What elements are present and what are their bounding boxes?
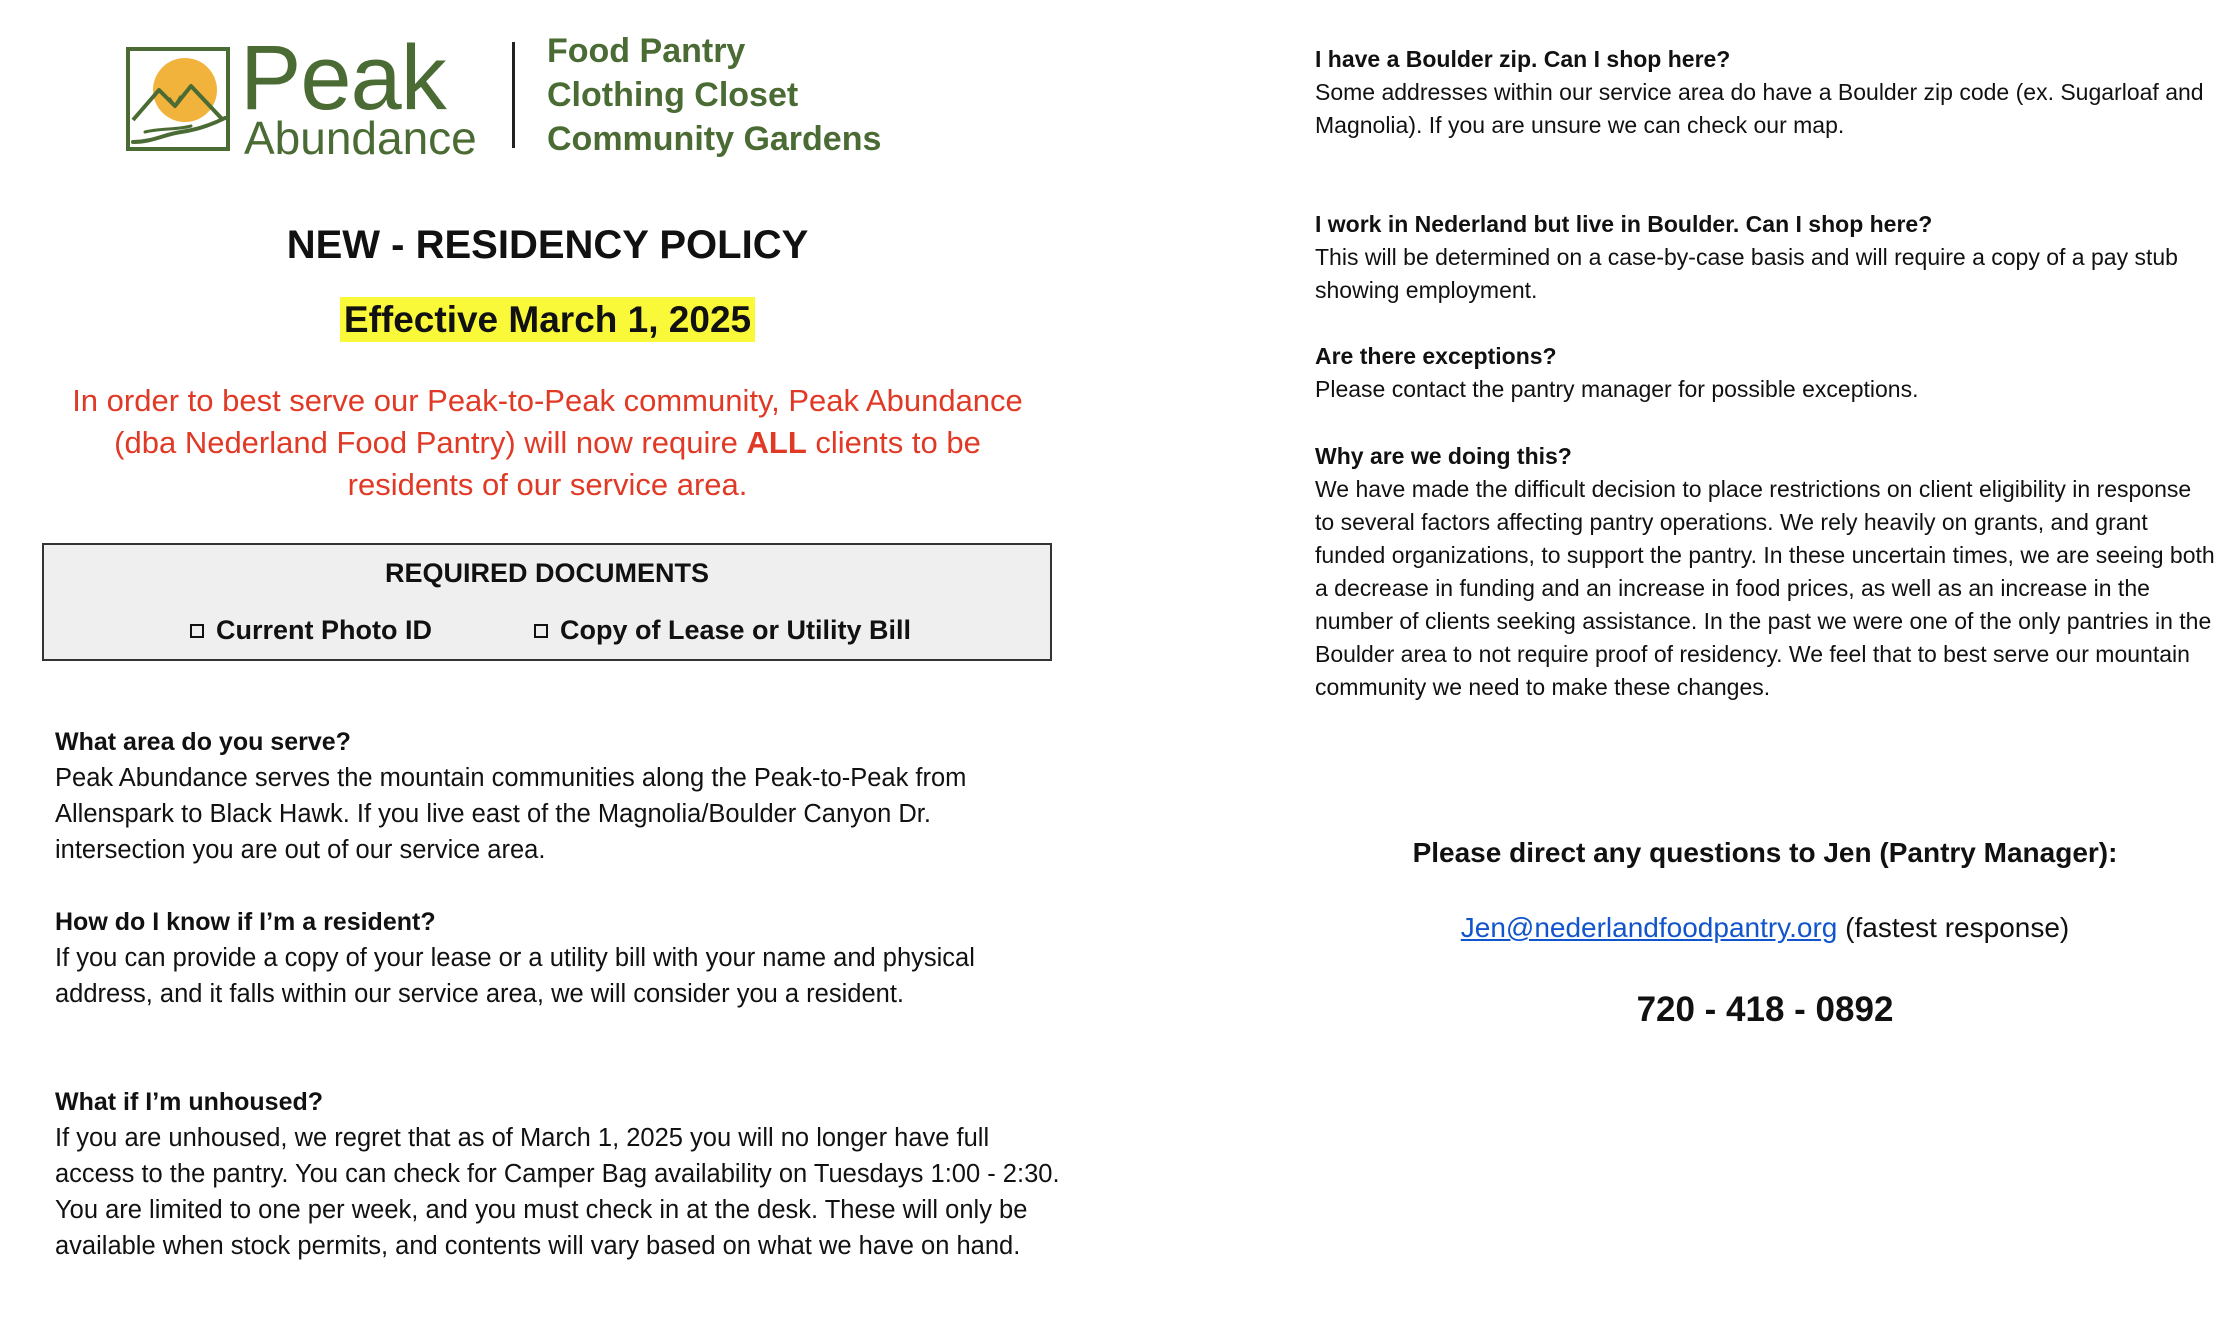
program-clothing-closet: Clothing Closet	[547, 76, 799, 114]
intro-emphasis: ALL	[746, 425, 807, 460]
required-doc-lease-utility	[534, 615, 911, 646]
checkbox-icon	[190, 624, 204, 638]
required-doc-label: Copy of Lease or Utility Bill	[560, 615, 912, 645]
effective-date-wrap	[40, 298, 1055, 342]
checkbox-icon	[534, 624, 548, 638]
faq-question: I have a Boulder zip. Can I shop here?	[1315, 46, 1731, 72]
contact-heading: Please direct any questions to Jen (Pantry Manager):	[1412, 837, 2118, 868]
faq-question: What if I’m unhoused?	[55, 1088, 324, 1116]
brand-name-abundance: Abundance	[244, 112, 477, 164]
faq-resident	[55, 904, 1065, 1012]
logo-divider	[512, 42, 515, 148]
faq-answer: Please contact the pantry manager for possible exceptions.	[1315, 376, 1919, 402]
faq-answer: This will be determined on a case-by-case basis and will require a copy of a pay stub showing employment.	[1315, 244, 2178, 303]
faq-why	[1315, 440, 2215, 704]
faq-answer: Peak Abundance serves the mountain communities along the Peak-to-Peak from Allenspark to Black Hawk. If you live east of the Magnolia/Boulder Canyon Dr. intersection you are out of our service area.	[55, 764, 967, 864]
faq-question: Why are we doing this?	[1315, 443, 1572, 469]
faq-answer: Some addresses within our service area do have a Boulder zip code (ex. Sugarloaf and Magnolia). If you are unsure we can check our map.	[1315, 79, 2204, 138]
faq-unhoused	[55, 1084, 1065, 1264]
required-doc-label: Current Photo ID	[216, 615, 432, 645]
faq-work-nederland	[1315, 208, 2215, 307]
required-documents-heading: REQUIRED DOCUMENTS	[384, 558, 709, 588]
intro-text-after: clients to be residents of our service area.	[347, 425, 981, 502]
program-community-gardens: Community Gardens	[547, 120, 882, 158]
contact-email-line	[1290, 912, 2230, 944]
faq-exceptions	[1315, 340, 2215, 406]
program-food-pantry: Food Pantry	[547, 32, 746, 70]
contact-email-note: (fastest response)	[1837, 912, 2070, 943]
intro-statement	[50, 380, 1045, 506]
brand-name-peak: Peak	[240, 27, 446, 129]
faq-answer: If you can provide a copy of your lease or a utility bill with your name and physical address, and it falls within our service area, we will consider you a resident.	[55, 944, 975, 1008]
faq-service-area	[55, 724, 1065, 868]
policy-title: NEW - RESIDENCY POLICY	[286, 223, 809, 267]
faq-question: How do I know if I’m a resident?	[55, 908, 436, 936]
faq-answer: We have made the difficult decision to place restrictions on client eligibility in response to several factors affecting pantry operations. We rely heavily on grants, and grant funded organizations, to support the pantry. In these uncertain times, we are seeing both a decrease in funding and an increase in food prices, as well as an increase in the number of clients seeking assistance. In the past we were one of the only pantries in the Boulder area to not require proof of residency. We feel that to best serve our mountain community we need to make these changes.	[1315, 476, 2215, 700]
effective-date: Effective March 1, 2025	[340, 297, 755, 342]
faq-answer: If you are unhoused, we regret that as of March 1, 2025 you will no longer have full access to the pantry. You can check for Camper Bag availability on Tuesdays 1:00 - 2:30. You are limited to one per week, and you must check in at the desk. These will only be available when stock permits, and contents will vary based on what we have on hand.	[55, 1124, 1060, 1260]
required-documents-box	[42, 543, 1052, 661]
contact-phone: 720 - 418 - 0892	[1636, 990, 1894, 1029]
intro-text-before: In order to best serve our Peak-to-Peak community, Peak Abundance (dba Nederland Food Pantry) will now require	[72, 383, 1023, 460]
faq-question: Are there exceptions?	[1315, 343, 1557, 369]
faq-question: What area do you serve?	[55, 728, 351, 756]
contact-email-link[interactable]: Jen@nederlandfoodpantry.org	[1460, 912, 1838, 943]
required-doc-photo-id	[190, 615, 432, 646]
peak-abundance-logo-icon	[125, 46, 231, 154]
faq-boulder-zip	[1315, 43, 2215, 142]
faq-question: I work in Nederland but live in Boulder. Can I shop here?	[1315, 211, 1933, 237]
